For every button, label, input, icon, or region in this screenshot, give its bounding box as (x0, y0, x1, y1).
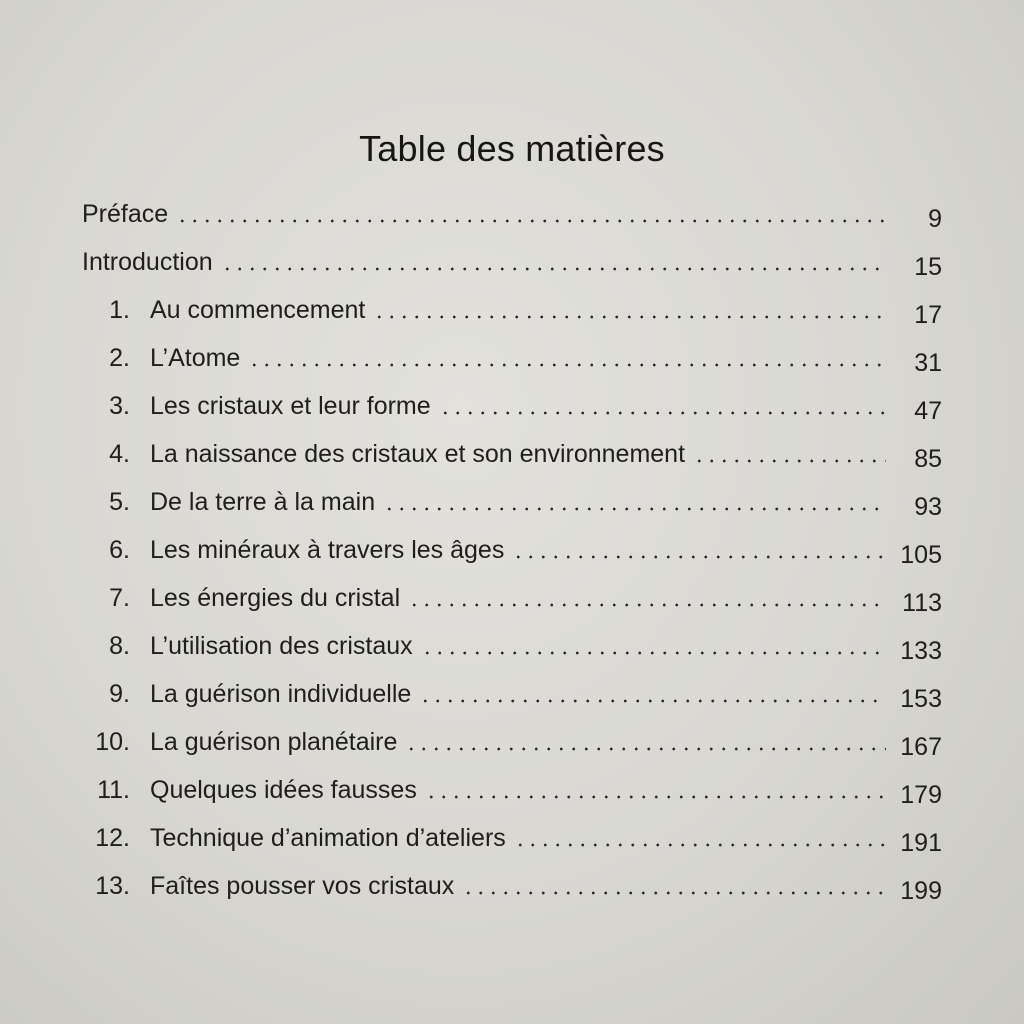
dot-leader (248, 361, 886, 369)
toc-entry-label: Quelques idées fausses (150, 775, 417, 804)
toc-entry-number: 10. (95, 727, 130, 756)
toc-entry-chapter-1 (82, 286, 942, 334)
toc-entry-chapter-9 (82, 670, 942, 718)
toc-entry-page: 31 (914, 348, 942, 377)
toc-entry-number: 1. (109, 295, 130, 324)
dot-leader (176, 217, 886, 225)
toc-entry-page: 15 (914, 252, 942, 281)
toc-entry-chapter-6 (82, 526, 942, 574)
dot-leader (514, 841, 886, 849)
toc-entry-label: La naissance des cristaux et son environnement (150, 439, 686, 468)
toc-entry-page: 105 (900, 540, 942, 569)
toc-entry-preface (82, 190, 942, 238)
dot-leader (405, 745, 886, 753)
toc-entry-number: 8. (109, 631, 130, 660)
toc-entry-page: 93 (914, 492, 942, 521)
toc-entry-number: 5. (109, 487, 130, 516)
toc-entry-number: 3. (109, 391, 130, 420)
table-of-contents (82, 190, 942, 910)
toc-entry-chapter-12 (82, 814, 942, 862)
toc-entry-chapter-11 (82, 766, 942, 814)
toc-entry-number: 4. (109, 439, 130, 468)
toc-entry-label: L’Atome (150, 343, 241, 372)
toc-entry-page: 167 (900, 732, 942, 761)
dot-leader (419, 697, 886, 705)
dot-leader (408, 601, 886, 609)
toc-entry-page: 113 (902, 588, 942, 617)
toc-entry-page: 191 (900, 828, 942, 857)
toc-entry-page: 47 (914, 396, 942, 425)
toc-entry-label: Faîtes pousser vos cristaux (150, 871, 455, 900)
toc-entry-chapter-7 (82, 574, 942, 622)
toc-entry-chapter-4 (82, 430, 942, 478)
toc-entry-label: Les énergies du cristal (150, 583, 401, 612)
toc-entry-page: 17 (914, 300, 942, 329)
toc-entry-number: 12. (95, 823, 130, 852)
dot-leader (693, 457, 886, 465)
toc-entry-chapter-13 (82, 862, 942, 910)
toc-entry-label: Les cristaux et leur forme (150, 391, 431, 420)
toc-entry-introduction (82, 238, 942, 286)
toc-entry-page: 199 (900, 876, 942, 905)
toc-entry-chapter-5 (82, 478, 942, 526)
toc-entry-label: De la terre à la main (150, 487, 376, 516)
dot-leader (425, 793, 886, 801)
dot-leader (462, 889, 886, 897)
page-title: Table des matières (359, 128, 665, 169)
dot-leader (221, 265, 886, 273)
toc-entry-page: 85 (914, 444, 942, 473)
toc-entry-number: 9. (109, 679, 130, 708)
toc-entry-number: 11. (97, 775, 130, 804)
toc-entry-page: 133 (900, 636, 942, 665)
toc-entry-chapter-10 (82, 718, 942, 766)
toc-entry-number: 7. (109, 583, 130, 612)
toc-entry-page: 179 (900, 780, 942, 809)
dot-leader (512, 553, 886, 561)
toc-entry-label: La guérison planétaire (150, 727, 398, 756)
toc-entry-label: Introduction (82, 247, 213, 276)
toc-entry-chapter-8 (82, 622, 942, 670)
dot-leader (439, 409, 886, 417)
toc-entry-number: 6. (109, 535, 130, 564)
toc-entry-label: Technique d’animation d’ateliers (150, 823, 506, 852)
dot-leader (373, 313, 886, 321)
toc-entry-label: Les minéraux à travers les âges (150, 535, 505, 564)
toc-entry-label: Préface (82, 199, 169, 228)
toc-entry-label: Au commencement (150, 295, 366, 324)
toc-entry-number: 2. (109, 343, 130, 372)
toc-entry-chapter-2 (82, 334, 942, 382)
toc-entry-page: 153 (900, 684, 942, 713)
toc-entry-number: 13. (95, 871, 130, 900)
dot-leader (421, 649, 886, 657)
toc-entry-page: 9 (928, 204, 942, 233)
dot-leader (383, 505, 886, 513)
toc-entry-chapter-3 (82, 382, 942, 430)
toc-entry-label: La guérison individuelle (150, 679, 412, 708)
toc-entry-label: L’utilisation des cristaux (150, 631, 413, 660)
